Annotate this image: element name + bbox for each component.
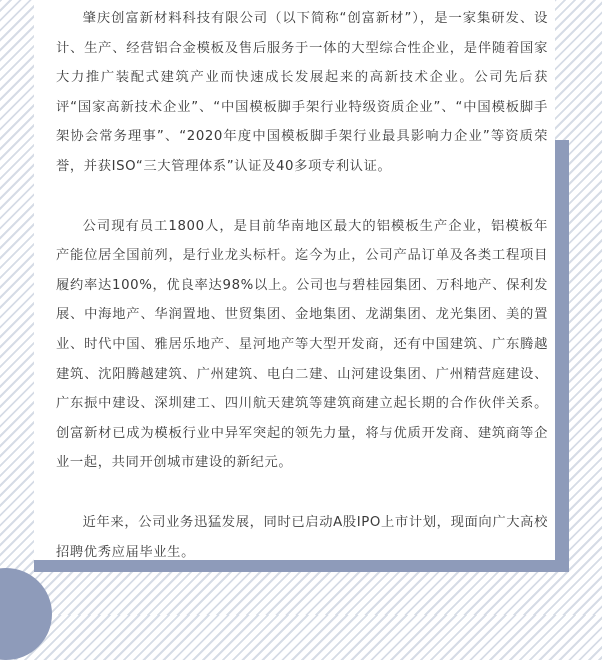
company-scale-paragraph: 公司现有员工1800人，是目前华南地区最大的铝模板生产企业，铝模板年产能位居全国前列，是行业龙头标杆。迄今为止，公司产品订单及各类工程项目履约率达100%，优良率达98%以上。公司也与碧桂园集团、万科地产、保利发展、中海地产、华润置地、世贸集团、金地集团、龙湖集团、龙光集团、美的置业、时代中国、雅居乐地产、星河地产等大型开发商，还有中国建筑、广东腾越建筑、沈阳腾越建筑、广州建筑、电白二建、山河建设集团、广州精营庭建设、广东振中建设、深圳建工、四川航天建筑等建筑商建立起长期的合作伙伴关系。创富新材已成为模板行业中异军突起的领先力量，将与优质开发商、建筑商等企业一起，共同开创城市建设的新纪元。: [56, 218, 548, 471]
article-body: [56, 4, 548, 567]
content-card: [48, 0, 555, 560]
left-frame-band: [34, 0, 48, 572]
right-frame-band: [555, 140, 569, 572]
recruitment-paragraph: 近年来，公司业务迅猛发展，同时已启动A股IPO上市计划，现面向广大高校招聘优秀应届毕业生。: [56, 514, 548, 560]
decorative-circle: [0, 568, 52, 660]
intro-paragraph: 肇庆创富新材料科技有限公司（以下简称“创富新材”），是一家集研发、设计、生产、经营铝合金模板及售后服务于一体的大型综合性企业，是伴随着国家大力推广装配式建筑产业而快速成长发展起来的高新技术企业。公司先后获评“国家高新技术企业”、“中国模板脚手架行业特级资质企业”、“中国模板脚手架协会常务理事”、“2020年度中国模板脚手架行业最具影响力企业”等资质荣誉，并获ISO“三大管理体系”认证及40多项专利认证。: [56, 11, 548, 174]
